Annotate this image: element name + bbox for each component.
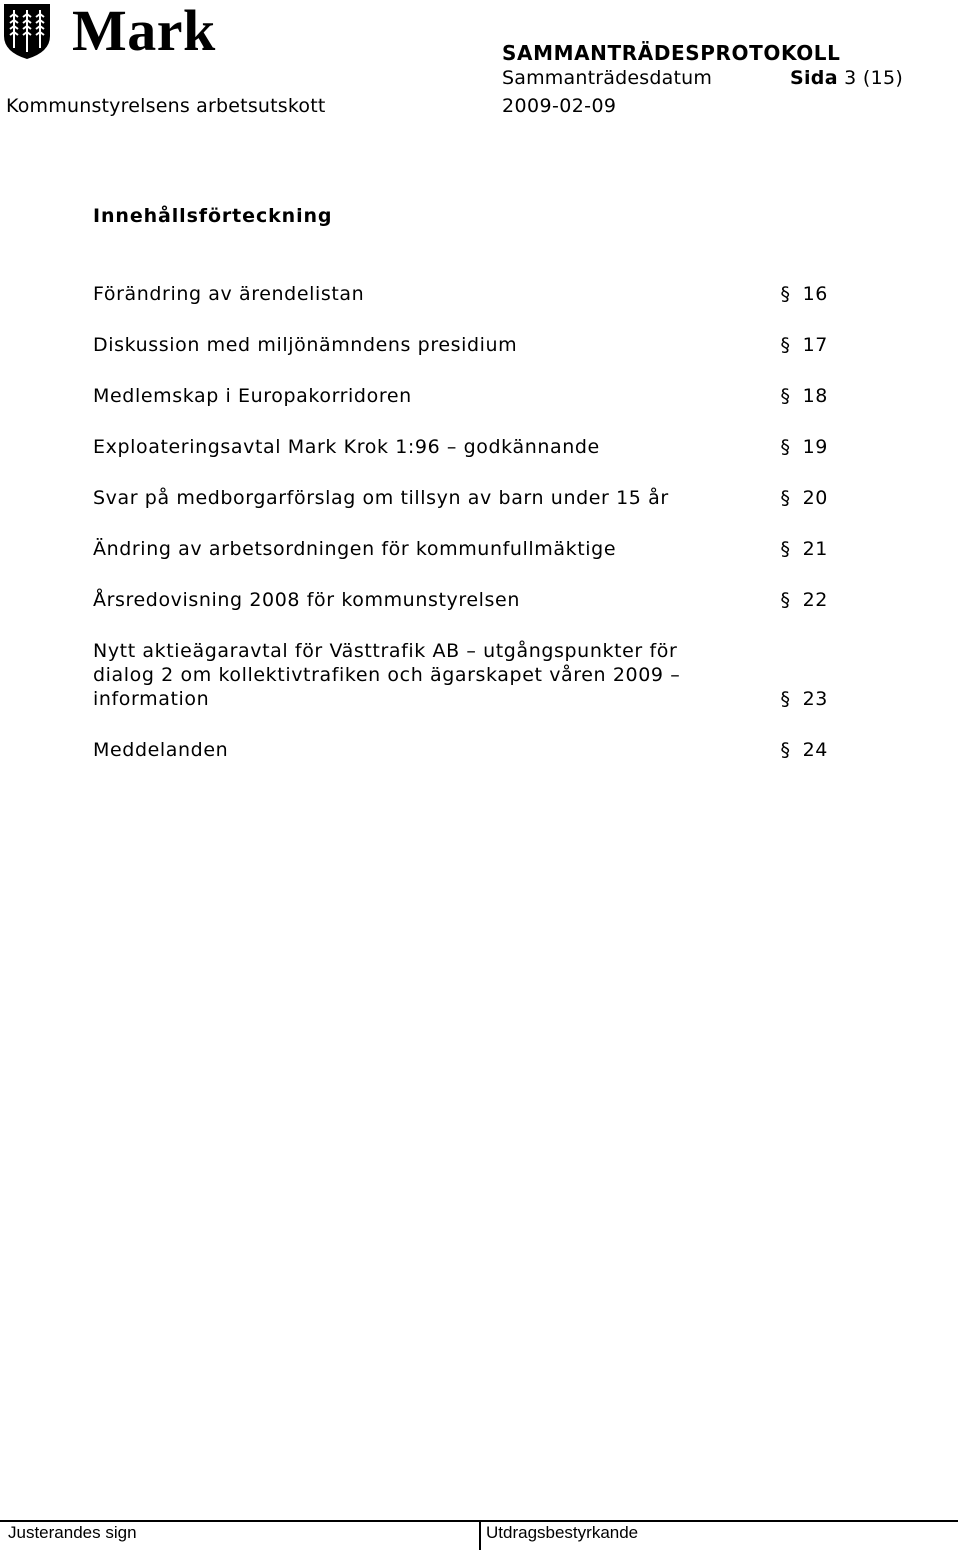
- section-symbol: §: [780, 283, 791, 305]
- toc-item-reference: [781, 435, 829, 459]
- page-label: Sida: [790, 67, 838, 89]
- document-type: SAMMANTRÄDESPROTOKOLL: [502, 41, 841, 65]
- toc-item-title: Exploateringsavtal Mark Krok 1:96 – godkännande: [93, 436, 600, 458]
- toc-item-reference: [781, 333, 829, 357]
- toc-item: [93, 435, 833, 459]
- page-indicator: [790, 66, 903, 90]
- logo-wordmark: Mark: [72, 0, 216, 63]
- section-symbol: §: [780, 589, 791, 611]
- toc-item-reference: [781, 687, 829, 711]
- toc-item-reference: [781, 486, 829, 510]
- section-symbol: §: [780, 334, 791, 356]
- footer-column-separator: [479, 1522, 481, 1550]
- toc-item: [93, 639, 833, 711]
- toc-heading: Innehållsförteckning: [93, 205, 333, 227]
- toc-item-title: Diskussion med miljönämndens presidium: [93, 334, 518, 356]
- toc-item-number: 24: [802, 739, 828, 761]
- toc-item-title: Medlemskap i Europakorridoren: [93, 385, 412, 407]
- toc-item: [93, 537, 833, 561]
- toc-list: [93, 282, 833, 789]
- toc-item-reference: [781, 537, 829, 561]
- footer-certification-label: Utdragsbestyrkande: [486, 1523, 639, 1542]
- toc-item: [93, 282, 833, 306]
- toc-item-number: 21: [802, 538, 828, 560]
- toc-item-number: 19: [802, 436, 828, 458]
- toc-item-reference: [781, 738, 829, 762]
- toc-item-number: 23: [802, 688, 828, 710]
- footer-signature-label: Justerandes sign: [8, 1523, 137, 1542]
- section-symbol: §: [780, 538, 791, 560]
- toc-item: [93, 384, 833, 408]
- meeting-date: 2009-02-09: [502, 95, 617, 117]
- toc-item-reference: [781, 384, 829, 408]
- toc-item-reference: [781, 588, 829, 612]
- section-symbol: §: [780, 487, 791, 509]
- section-symbol: §: [780, 688, 791, 710]
- section-symbol: §: [780, 739, 791, 761]
- toc-item: [93, 738, 833, 762]
- toc-item-title: Nytt aktieägaravtal för Västtrafik AB – utgångspunkter för dialog 2 om kollektivtrafiken och ägarskapet våren 2009 – information: [93, 640, 681, 710]
- toc-item: [93, 486, 833, 510]
- toc-item-title: Ändring av arbetsordningen för kommunfullmäktige: [93, 538, 617, 560]
- toc-item-title: Meddelanden: [93, 739, 229, 761]
- municipality-crest-logo: [2, 2, 52, 60]
- toc-item-number: 22: [802, 589, 828, 611]
- toc-item-title: Svar på medborgarförslag om tillsyn av barn under 15 år: [93, 487, 669, 509]
- toc-item-number: 18: [802, 385, 828, 407]
- organization-name: Kommunstyrelsens arbetsutskott: [6, 95, 326, 117]
- meeting-date-label: Sammanträdesdatum: [502, 67, 713, 89]
- toc-item: [93, 333, 833, 357]
- section-symbol: §: [780, 436, 791, 458]
- toc-item-reference: [781, 282, 829, 306]
- toc-item: [93, 588, 833, 612]
- section-symbol: §: [780, 385, 791, 407]
- toc-item-title: Årsredovisning 2008 för kommunstyrelsen: [93, 589, 520, 611]
- page-value: 3 (15): [844, 67, 904, 89]
- toc-item-number: 20: [802, 487, 828, 509]
- toc-item-number: 16: [802, 283, 828, 305]
- toc-item-title: Förändring av ärendelistan: [93, 283, 365, 305]
- toc-item-number: 17: [802, 334, 828, 356]
